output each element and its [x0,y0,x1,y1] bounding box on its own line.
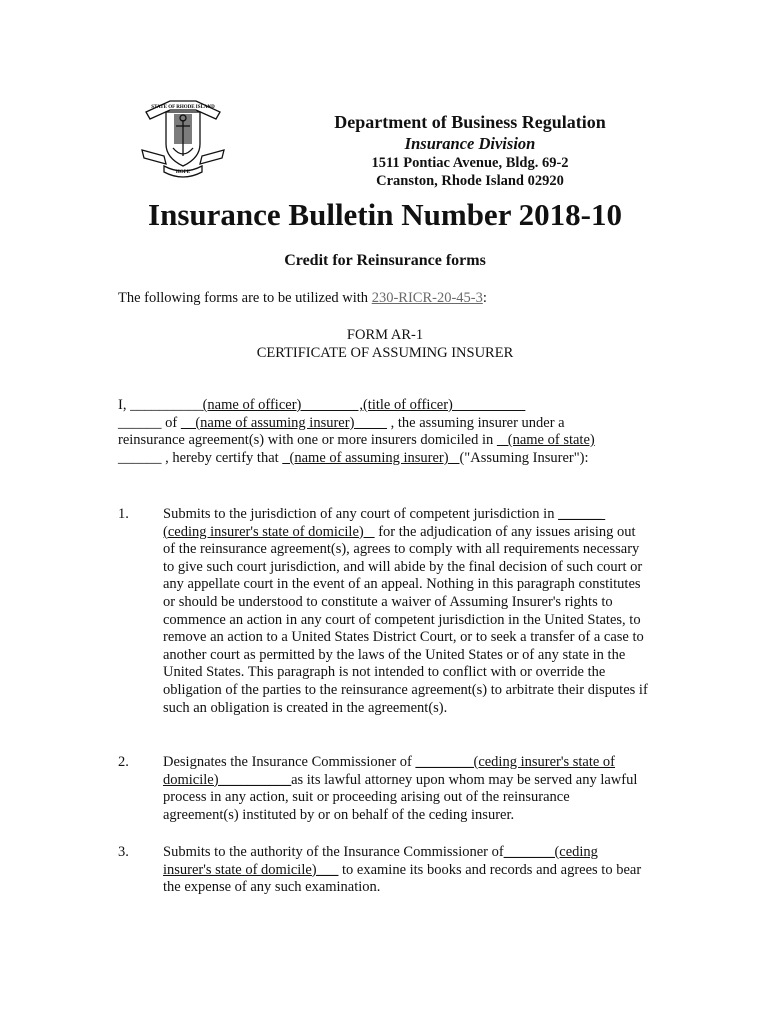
item-number: 3. [118,844,129,860]
cert-officer-blank: (name of officer) ,(title of officer) [202,397,526,413]
certification-paragraph [118,397,638,467]
item-text-rest: as its lawful attorney upon whom may be served any lawful process in any action, suit or proceeding arising out of the reinsurance agreement(s) instituted by or on behalf of the ceding insurer. [163,771,638,823]
cert-line2-a: ______ of [118,414,181,431]
item-blank: _______(ceding insurer's state of domicile)___ [163,844,598,878]
bulletin-subtitle: Credit for Reinsurance forms [284,252,486,269]
item-number: 2. [118,754,129,770]
intro-paragraph [118,290,487,307]
address-line-2: Cranston, Rhode Island 02920 [376,173,564,189]
cert-insurer-blank: (name of assuming insurer) [180,414,388,431]
item-text-rest: to examine its books and records and agrees to bear the expense of any such examination. [163,861,642,896]
intro-text: The following forms are to be utilized with [118,290,372,306]
item-text-rest: for the adjudication of any issues arising out of the reinsurance agreement(s), agrees to comply with all requirements necessary to give such court jurisdiction, and will abide by the final decision of such court or any appellate court in the event of an appeal. Nothing in this paragraph constitutes or should be understood to constitute a waiver of Assuming Insurer's rights to commence an action in any court of competent jurisdiction in the United States, to remove an action to a United States District Court, or to seek a transfer of a case to another court as permitted by the laws of the United States or of any state in the United States. This paragraph is not intended to conflict with or override the obligation of the parties to the reinsurance agreement(s) to arbitrate their disputes if such an obligation is created in the agreement(s). [163,523,648,716]
item-text: Submits to the jurisdiction of any court of competent jurisdiction in [163,506,559,522]
list-item [118,506,648,717]
item-blank: ______ (ceding insurer's state of domicile) [163,506,606,540]
form-name: FORM AR-1 [346,327,424,343]
cert-line4-c: ("Assuming Insurer"): [459,449,589,466]
item-number: 1. [118,506,129,522]
intro-end: : [482,290,487,306]
item-text: Submits to the authority of the Insurance Commissioner of [163,844,504,860]
cert-line4-a: ______ , hereby certify that [118,449,283,466]
rhode-island-seal [136,92,230,178]
cert-line1-a: I, __________ [118,397,203,413]
cert-line2-c: , the assuming insurer under a [387,414,565,431]
cert-assuming-insurer-blank: (name of assuming insurer) [282,449,460,466]
form-heading: CERTIFICATE OF ASSUMING INSURER [256,345,514,361]
regulation-link[interactable]: 230-RICR-20-45-3 [371,290,483,306]
bulletin-title: Insurance Bulletin Number 2018-10 [148,197,622,232]
cert-line3-a: reinsurance agreement(s) with one or more insurers domiciled in [118,432,497,449]
item-blank: ________(ceding insurer's state of domicile)__________ [163,754,616,788]
address-line-1: 1511 Pontiac Avenue, Bldg. 69-2 [371,155,569,171]
division-name: Insurance Division [404,134,536,153]
cert-state-blank: (name of state) [496,432,595,449]
list-item [118,844,648,897]
seal-bottom-text: HOPE [175,170,191,175]
seal-top-text: STATE OF RHODE ISLAND [151,105,215,110]
item-text: Designates the Insurance Commissioner of [163,754,416,770]
list-item [118,754,648,824]
department-name: Department of Business Regulation [334,112,606,132]
